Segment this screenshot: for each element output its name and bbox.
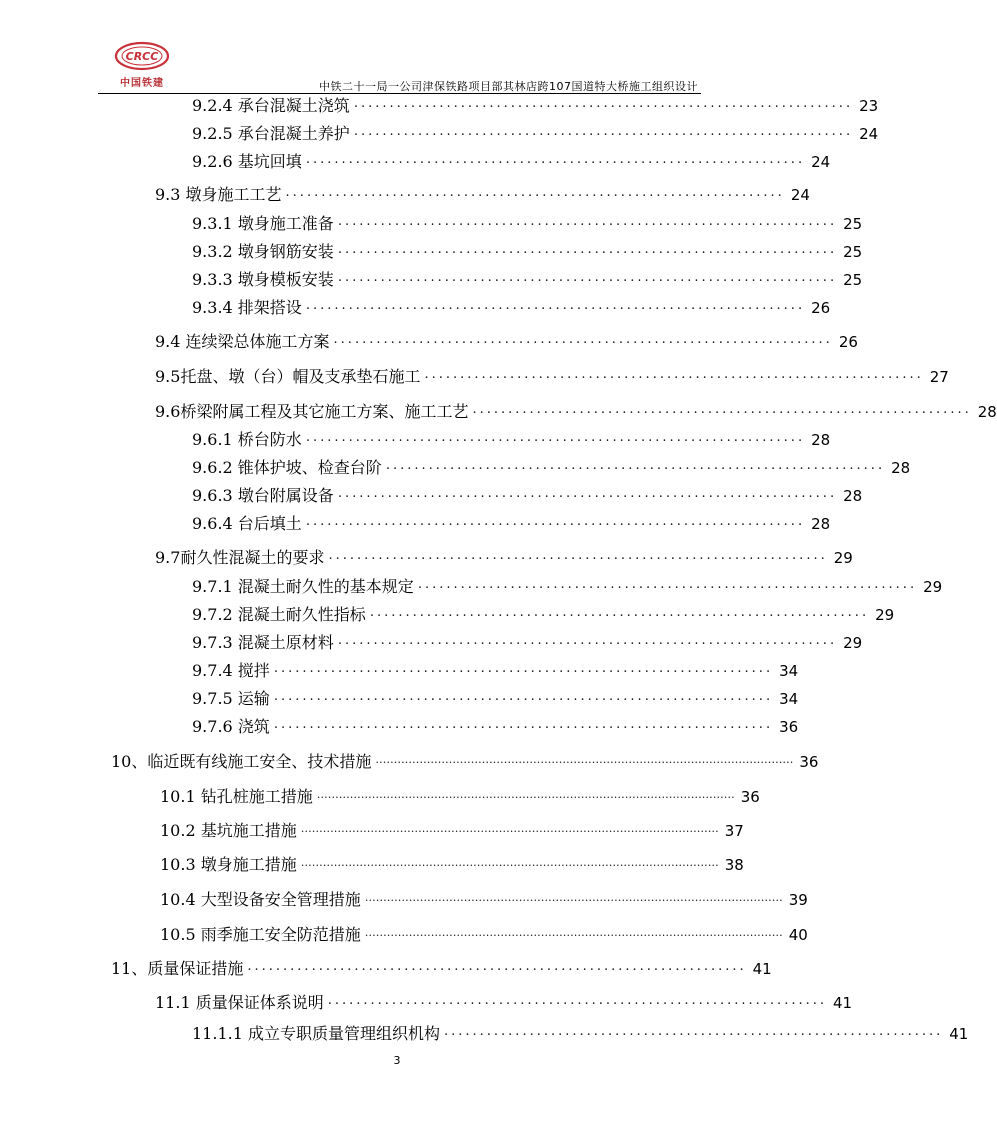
- toc-entry[interactable]: [155, 989, 853, 1013]
- toc-entry[interactable]: [111, 748, 819, 772]
- toc-entry-page: 25: [843, 243, 863, 261]
- toc-entry-label: 9.7.6 浇筑: [192, 717, 270, 736]
- page-number: 3: [393, 1054, 401, 1067]
- toc-entry-label: 9.3.1 墩身施工准备: [192, 214, 334, 233]
- toc-leader-dots: ......................................................................: [337, 486, 838, 501]
- toc-entry[interactable]: [192, 266, 863, 290]
- toc-entry-label: 9.2.5 承台混凝土养护: [192, 124, 350, 143]
- toc-entry-page: 26: [811, 299, 831, 317]
- toc-entry[interactable]: [192, 210, 863, 234]
- toc-leader-dots: ……………………………………………………………………………………………………: [300, 856, 719, 869]
- toc-entry-page: 29: [833, 549, 853, 567]
- toc-entry[interactable]: [160, 817, 744, 841]
- toc-entry[interactable]: [192, 573, 943, 597]
- toc-entry[interactable]: [192, 510, 831, 534]
- toc-entry[interactable]: [192, 601, 895, 625]
- toc-entry[interactable]: [192, 426, 831, 450]
- toc-entry-label: 9.2.6 基坑回填: [192, 152, 302, 171]
- toc-entry-label: 11.1.1 成立专职质量管理组织机构: [192, 1024, 440, 1043]
- toc-leader-dots: ......................................................................: [247, 959, 747, 974]
- header-title: 中铁二十一局一公司津保铁路项目部其林店跨107国道特大桥施工组织设计: [319, 80, 698, 93]
- toc-entry[interactable]: [155, 328, 858, 352]
- toc-leader-dots: ......................................................................: [333, 332, 833, 347]
- logo-text: 中国铁建: [120, 78, 164, 89]
- toc-leader-dots: ......................................................................: [305, 514, 806, 529]
- toc-leader-dots: ......................................................................: [337, 214, 838, 229]
- toc-entry-page: 27: [929, 368, 949, 386]
- toc-leader-dots: ......................................................................: [472, 402, 972, 417]
- toc-leader-dots: ......................................................................: [285, 185, 785, 200]
- toc-entry-label: 9.7.4 搅拌: [192, 661, 270, 680]
- toc-entry-page: 29: [875, 606, 895, 624]
- toc-entry[interactable]: [192, 148, 831, 172]
- toc-leader-dots: ......................................................................: [327, 993, 827, 1008]
- toc-leader-dots: ......................................................................: [443, 1024, 944, 1039]
- toc-entry-page: 41: [949, 1025, 969, 1043]
- toc-entry-page: 36: [799, 753, 819, 771]
- page-header: [98, 36, 698, 92]
- toc-entry[interactable]: [192, 454, 911, 478]
- toc-entry-page: 29: [923, 578, 943, 596]
- toc-entry-label: 9.6.1 桥台防水: [192, 430, 302, 449]
- toc-leader-dots: ……………………………………………………………………………………………………: [375, 753, 794, 766]
- toc-entry-label: 9.7.5 运输: [192, 689, 270, 708]
- toc-leader-dots: ......................................................................: [385, 458, 886, 473]
- toc-entry-page: 34: [779, 662, 799, 680]
- toc-leader-dots: ......................................................................: [305, 298, 806, 313]
- toc-entry-label: 9.2.4 承台混凝土浇筑: [192, 96, 350, 115]
- toc-entry[interactable]: [192, 120, 879, 144]
- toc-leader-dots: ......................................................................: [328, 548, 828, 563]
- toc-entry-page: 25: [843, 215, 863, 233]
- toc-leader-dots: ......................................................................: [353, 96, 854, 111]
- toc-leader-dots: ……………………………………………………………………………………………………: [364, 891, 783, 904]
- toc-entry[interactable]: [192, 92, 879, 116]
- toc-entry-label: 10.2 基坑施工措施: [160, 821, 297, 840]
- toc-entry[interactable]: [155, 181, 810, 205]
- toc-entry-page: 28: [811, 515, 831, 533]
- svg-text:CRCC: CRCC: [125, 50, 159, 63]
- toc-entry-label: 9.3 墩身施工工艺: [155, 185, 282, 204]
- toc-entry-label: 9.5托盘、墩（台）帽及支承垫石施工: [155, 367, 421, 386]
- toc-entry[interactable]: [192, 1020, 969, 1044]
- crcc-logo: [108, 36, 180, 89]
- toc-entry-page: 36: [740, 788, 760, 806]
- toc-leader-dots: ……………………………………………………………………………………………………: [300, 822, 719, 835]
- toc-entry[interactable]: [192, 294, 831, 318]
- toc-entry-label: 9.7.2 混凝土耐久性指标: [192, 605, 366, 624]
- toc-leader-dots: ......................................................................: [305, 430, 806, 445]
- toc-entry-label: 9.3.4 排架搭设: [192, 298, 302, 317]
- toc-entry[interactable]: [192, 238, 863, 262]
- toc-entry-page: 34: [779, 690, 799, 708]
- toc-entry-page: 28: [811, 431, 831, 449]
- toc-leader-dots: ……………………………………………………………………………………………………: [316, 788, 735, 801]
- toc-entry-page: 28: [891, 459, 911, 477]
- toc-entry[interactable]: [192, 629, 863, 653]
- toc-leader-dots: ……………………………………………………………………………………………………: [364, 926, 783, 939]
- toc-entry-page: 24: [790, 186, 810, 204]
- toc-entry[interactable]: [192, 657, 799, 681]
- toc-entry-page: 28: [977, 403, 997, 421]
- toc-entry-page: 29: [843, 634, 863, 652]
- toc-leader-dots: ......................................................................: [337, 270, 838, 285]
- toc-entry-label: 11.1 质量保证体系说明: [155, 993, 324, 1012]
- toc-leader-dots: ......................................................................: [273, 689, 774, 704]
- toc-leader-dots: ......................................................................: [353, 124, 854, 139]
- toc-entry-label: 10、临近既有线施工安全、技术措施: [111, 752, 372, 771]
- toc-leader-dots: ......................................................................: [369, 605, 870, 620]
- toc-entry-page: 24: [811, 153, 831, 171]
- toc-entry-label: 9.4 连续梁总体施工方案: [155, 332, 330, 351]
- toc-entry-label: 9.6.2 锥体护坡、检查台阶: [192, 458, 382, 477]
- toc-entry-label: 10.1 钻孔桩施工措施: [160, 787, 313, 806]
- toc-entry-page: 38: [724, 856, 744, 874]
- toc-entry-label: 9.6桥梁附属工程及其它施工方案、施工工艺: [155, 402, 469, 421]
- toc-entry-label: 9.7.1 混凝土耐久性的基本规定: [192, 577, 414, 596]
- toc-entry-label: 10.4 大型设备安全管理措施: [160, 890, 361, 909]
- toc-leader-dots: ......................................................................: [273, 717, 774, 732]
- toc-leader-dots: ......................................................................: [273, 661, 774, 676]
- toc-entry[interactable]: [155, 398, 997, 422]
- toc-entry-page: 41: [752, 960, 772, 978]
- toc-entry[interactable]: [155, 544, 853, 568]
- toc-entry-label: 11、质量保证措施: [111, 959, 244, 978]
- toc-entry[interactable]: [111, 955, 772, 979]
- toc-leader-dots: ......................................................................: [337, 633, 838, 648]
- toc-leader-dots: ......................................................................: [337, 242, 838, 257]
- toc-entry-label: 9.7耐久性混凝土的要求: [155, 548, 325, 567]
- toc-entry-page: 24: [859, 125, 879, 143]
- toc-leader-dots: ......................................................................: [305, 152, 806, 167]
- toc-entry[interactable]: [160, 886, 808, 910]
- toc-entry-label: 9.6.3 墩台附属设备: [192, 486, 334, 505]
- toc-entry[interactable]: [192, 685, 799, 709]
- toc-entry-label: 9.3.2 墩身钢筋安装: [192, 242, 334, 261]
- toc-entry[interactable]: [160, 851, 744, 875]
- toc-entry-page: 36: [779, 718, 799, 736]
- toc-entry[interactable]: [160, 921, 808, 945]
- toc-entry[interactable]: [192, 713, 799, 737]
- toc-entry-page: 39: [788, 891, 808, 909]
- toc-entry-label: 9.6.4 台后填土: [192, 514, 302, 533]
- toc-entry-label: 10.3 墩身施工措施: [160, 855, 297, 874]
- toc-entry-page: 41: [832, 994, 853, 1012]
- toc-entry-page: 37: [724, 822, 744, 840]
- toc-entry[interactable]: [155, 363, 949, 387]
- toc-leader-dots: ......................................................................: [424, 367, 924, 382]
- toc-entry-page: 28: [843, 487, 863, 505]
- toc-entry[interactable]: [160, 783, 760, 807]
- toc-entry-label: 9.3.3 墩身模板安装: [192, 270, 334, 289]
- toc-leader-dots: ......................................................................: [417, 577, 918, 592]
- toc-entry-label: 10.5 雨季施工安全防范措施: [160, 925, 361, 944]
- toc-entry[interactable]: [192, 482, 863, 506]
- toc-entry-label: 9.7.3 混凝土原材料: [192, 633, 334, 652]
- toc-entry-page: 26: [838, 333, 858, 351]
- toc-entry-page: 25: [843, 271, 863, 289]
- toc-entry-page: 23: [859, 97, 879, 115]
- toc-entry-page: 40: [788, 926, 808, 944]
